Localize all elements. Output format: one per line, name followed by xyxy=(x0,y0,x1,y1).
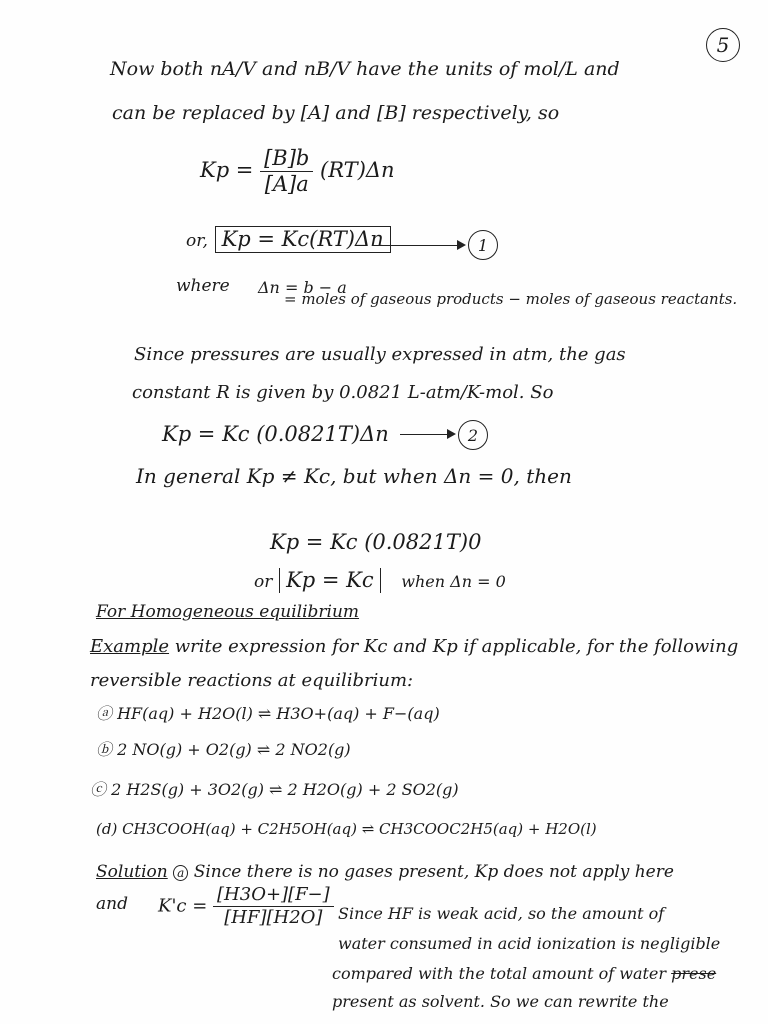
kc-prime-numerator: [H3O+][F−] xyxy=(213,886,334,907)
note-line-4: present as solvent. So we can rewrite the xyxy=(332,992,669,1011)
note-line-3-struck: prese xyxy=(671,964,717,983)
reaction-a: ⓐ HF(aq) + H2O(l) ⇌ H3O+(aq) + F−(aq) xyxy=(96,704,440,723)
kp-numerator: [B]b xyxy=(260,148,313,172)
example-label: Example xyxy=(90,636,170,657)
solution-line xyxy=(96,864,674,881)
delta-n-definition: Δn = b − a xyxy=(258,278,347,297)
kp-equation-3: Kp = Kc (0.0821T)0 xyxy=(270,530,482,554)
line-pressures: Since pressures are usually expressed in atm, the gas xyxy=(134,344,626,365)
example-text-1: write expression for Kc and Kp if applicable, for the following xyxy=(174,636,739,657)
solution-label: Solution xyxy=(96,862,168,882)
note-line-1: Since HF is weak acid, so the amount of xyxy=(338,904,665,923)
or-label-2: or xyxy=(254,572,273,592)
line-gas-constant: constant R is given by 0.0821 L-atm/K-mol. So xyxy=(132,382,554,403)
reaction-d: (d) CH3COOH(aq) + C2H5OH(aq) ⇌ CH3COOC2H5(aq) + H2O(l) xyxy=(96,820,597,838)
eq-ref-2: 2 xyxy=(467,425,479,445)
when-delta-zero: when Δn = 0 xyxy=(401,572,506,591)
boxed-equation-1-row xyxy=(186,226,391,253)
example-line-1 xyxy=(90,638,738,656)
arrow-to-eq2 xyxy=(400,434,454,435)
kp-denominator: [A]a xyxy=(264,172,309,196)
homogeneous-heading: For Homogeneous equilibrium xyxy=(96,602,360,622)
reaction-b: ⓑ 2 NO(g) + O2(g) ⇌ 2 NO2(g) xyxy=(96,740,351,759)
boxed-equation-2: Kp = Kc xyxy=(279,568,381,593)
kc-prime-equation xyxy=(158,886,334,927)
kp-lhs: Kp = xyxy=(200,158,254,182)
boxed-equation-2-row xyxy=(254,568,506,593)
eq-ref-2-circle xyxy=(458,420,488,450)
or-label: or, xyxy=(186,231,208,251)
solution-text-1: Since there is no gases present, Kp does not apply here xyxy=(193,862,674,882)
example-line-2: reversible reactions at equilibrium: xyxy=(90,670,414,691)
delta-n-moles: = moles of gaseous products − moles of gaseous reactants. xyxy=(284,290,738,308)
kp-fraction-equation xyxy=(200,148,395,195)
solution-a-circle: a xyxy=(173,865,188,881)
note-line-3-text: compared with the total amount of water xyxy=(332,964,667,983)
kp-rt-term: (RT)Δn xyxy=(320,158,395,182)
eq-ref-1: 1 xyxy=(477,235,489,255)
kc-prime-lhs: K'c = xyxy=(158,895,208,917)
page-number: 5 xyxy=(716,33,730,57)
where-label: where xyxy=(176,276,230,296)
kp-equation-2: Kp = Kc (0.0821T)Δn xyxy=(162,422,389,446)
eq-ref-1-circle xyxy=(468,230,498,260)
arrow-to-eq1 xyxy=(372,245,464,246)
kp-fraction xyxy=(260,148,313,195)
note-line-3 xyxy=(332,966,716,982)
line-replaced: can be replaced by [A] and [B] respectively, so xyxy=(112,102,560,124)
kc-prime-fraction xyxy=(213,886,334,927)
kc-prime-denominator: [HF][H2O] xyxy=(224,907,323,928)
line-general: In general Kp ≠ Kc, but when Δn = 0, then xyxy=(136,464,572,488)
and-label: and xyxy=(96,894,128,914)
line-units: Now both nA/V and nB/V have the units of mol/L and xyxy=(110,58,620,80)
reaction-c: ⓒ 2 H2S(g) + 3O2(g) ⇌ 2 H2O(g) + 2 SO2(g) xyxy=(90,780,459,799)
page-number-circle xyxy=(706,28,740,62)
boxed-equation-1: Kp = Kc(RT)Δn xyxy=(215,226,391,253)
note-line-2: water consumed in acid ionization is negligible xyxy=(338,934,721,953)
